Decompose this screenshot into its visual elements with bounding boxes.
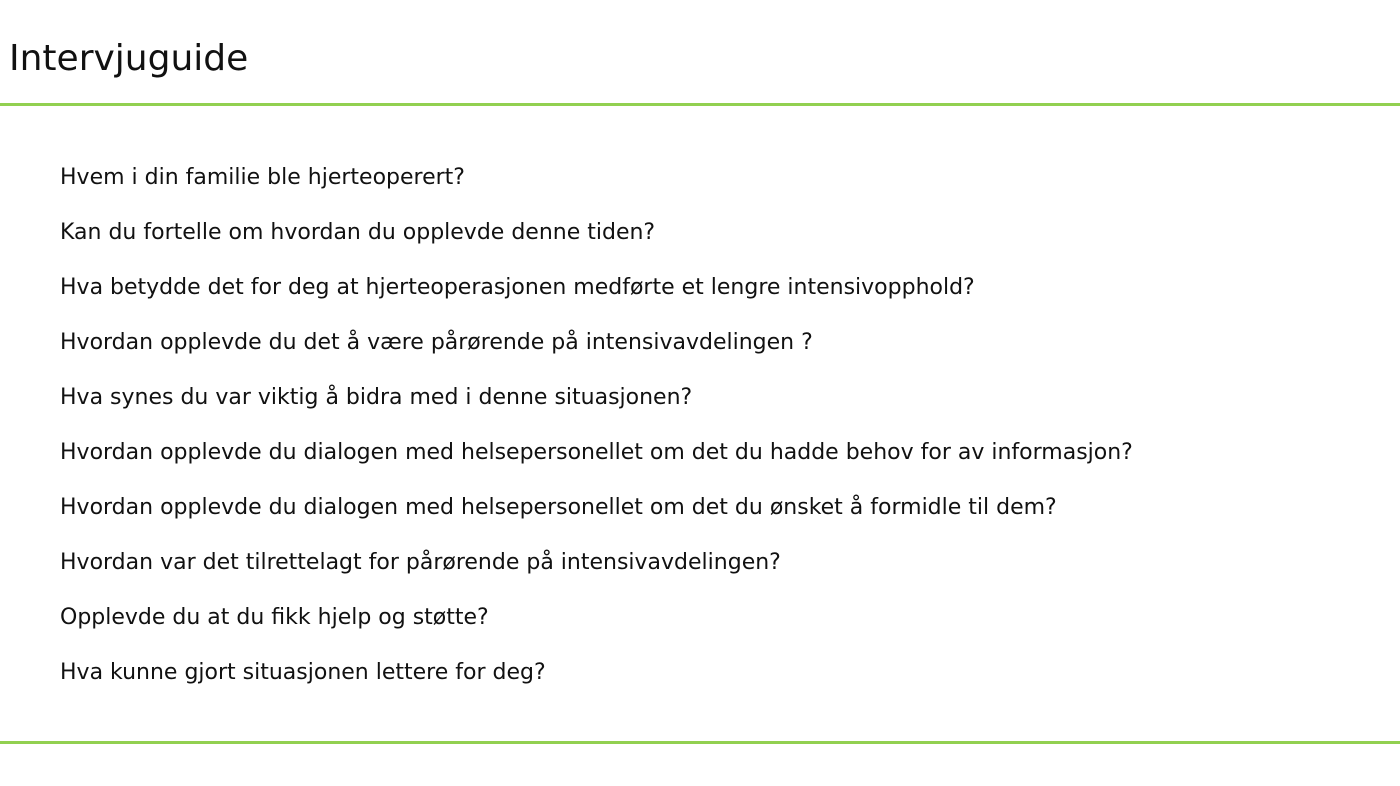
question-item: Hva kunne gjort situasjonen lettere for deg? (60, 660, 546, 685)
question-item: Hvem i din familie ble hjerteoperert? (60, 165, 465, 190)
question-item: Hva synes du var viktig å bidra med i denne situasjonen? (60, 385, 693, 410)
question-list (60, 150, 1133, 700)
top-divider (0, 103, 1400, 106)
question-item: Hvordan var det tilrettelagt for pårørende på intensivavdelingen? (60, 550, 781, 575)
question-item: Hvordan opplevde du dialogen med helsepersonellet om det du hadde behov for av informasjon? (60, 440, 1133, 465)
question-item: Hvordan opplevde du dialogen med helsepersonellet om det du ønsket å formidle til dem? (60, 495, 1057, 520)
question-item: Hvordan opplevde du det å være pårørende på intensivavdelingen ? (60, 330, 813, 355)
slide-title: Intervjuguide (9, 38, 249, 79)
question-item: Kan du fortelle om hvordan du opplevde denne tiden? (60, 220, 656, 245)
bottom-divider (0, 741, 1400, 744)
question-item: Hva betydde det for deg at hjerteoperasjonen medførte et lengre intensivopphold? (60, 275, 975, 300)
question-item: Opplevde du at du fikk hjelp og støtte? (60, 605, 489, 630)
